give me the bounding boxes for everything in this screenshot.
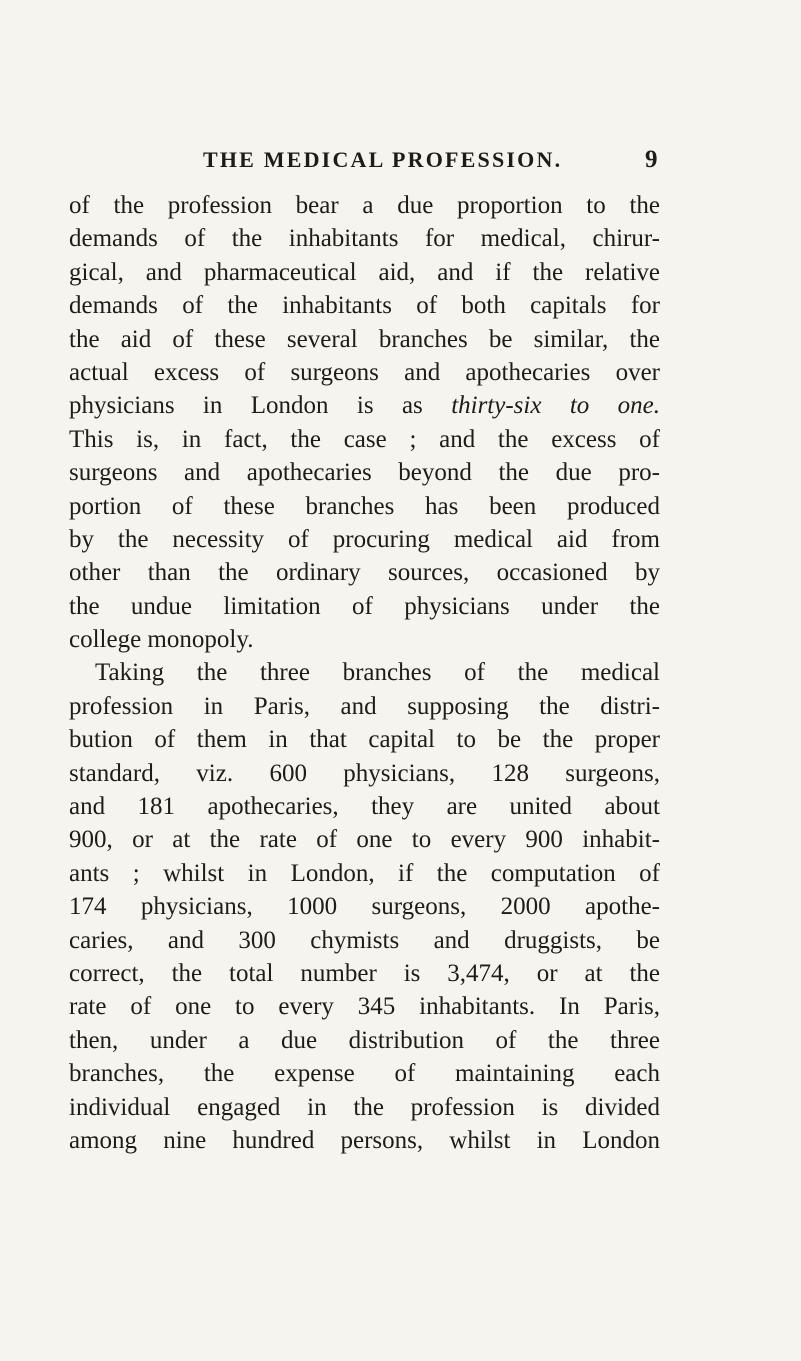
text-line: caries, and 300 chymists and druggists, be xyxy=(69,926,660,954)
paragraph-start-line: Taking the three branches of the medical xyxy=(95,659,660,687)
text-line: correct, the total number is 3,474, or at the xyxy=(69,959,660,987)
text-line: gical, and pharmaceutical aid, and if the relative xyxy=(69,258,660,286)
text-line xyxy=(69,389,660,422)
text-segment: physicians in London is as xyxy=(69,392,423,420)
text-line: then, under a due distribution of the three xyxy=(69,1026,660,1054)
text-line: among nine hundred persons, whilst in London xyxy=(69,1126,660,1154)
text-line: ants ; whilst in London, if the computation of xyxy=(69,859,660,887)
text-line: the undue limitation of physicians under the xyxy=(69,592,660,620)
text-line: 900, or at the rate of one to every 900 inhabit- xyxy=(69,826,660,854)
text-line: This is, in fact, the case ; and the excess of xyxy=(69,425,660,453)
text-line: 174 physicians, 1000 surgeons, 2000 apothe- xyxy=(69,893,660,921)
text-line: other than the ordinary sources, occasioned by xyxy=(69,559,660,587)
text-line: college monopoly. xyxy=(69,626,254,654)
text-line: branches, the expense of maintaining each xyxy=(69,1060,660,1088)
text-line: and 181 apothecaries, they are united about xyxy=(69,793,660,821)
text-line: the aid of these several branches be similar, the xyxy=(69,325,660,353)
text-line: actual excess of surgeons and apothecaries over xyxy=(69,358,660,386)
text-line: portion of these branches has been produced xyxy=(69,492,660,520)
text-line: standard, viz. 600 physicians, 128 surgeons, xyxy=(69,759,660,787)
text-line: bution of them in that capital to be the proper xyxy=(69,726,660,754)
text-line: individual engaged in the profession is divided xyxy=(69,1093,660,1121)
text-line: of the profession bear a due proportion to the xyxy=(69,192,660,219)
italic-ratio: thirty-six to one. xyxy=(451,392,660,420)
running-head: THE MEDICAL PROFESSION. xyxy=(203,147,563,172)
text-line: surgeons and apothecaries beyond the due pro- xyxy=(69,459,660,487)
body-text xyxy=(69,189,660,1157)
page-header xyxy=(0,145,801,175)
page-number: 9 xyxy=(645,146,658,173)
text-line: by the necessity of procuring medical aid from xyxy=(69,525,660,553)
text-line: demands of the inhabitants for medical, chirur- xyxy=(69,225,660,253)
text-line: demands of the inhabitants of both capitals for xyxy=(69,292,660,320)
text-line: profession in Paris, and supposing the distri- xyxy=(69,692,660,720)
text-line: rate of one to every 345 inhabitants. In Paris, xyxy=(69,993,660,1021)
